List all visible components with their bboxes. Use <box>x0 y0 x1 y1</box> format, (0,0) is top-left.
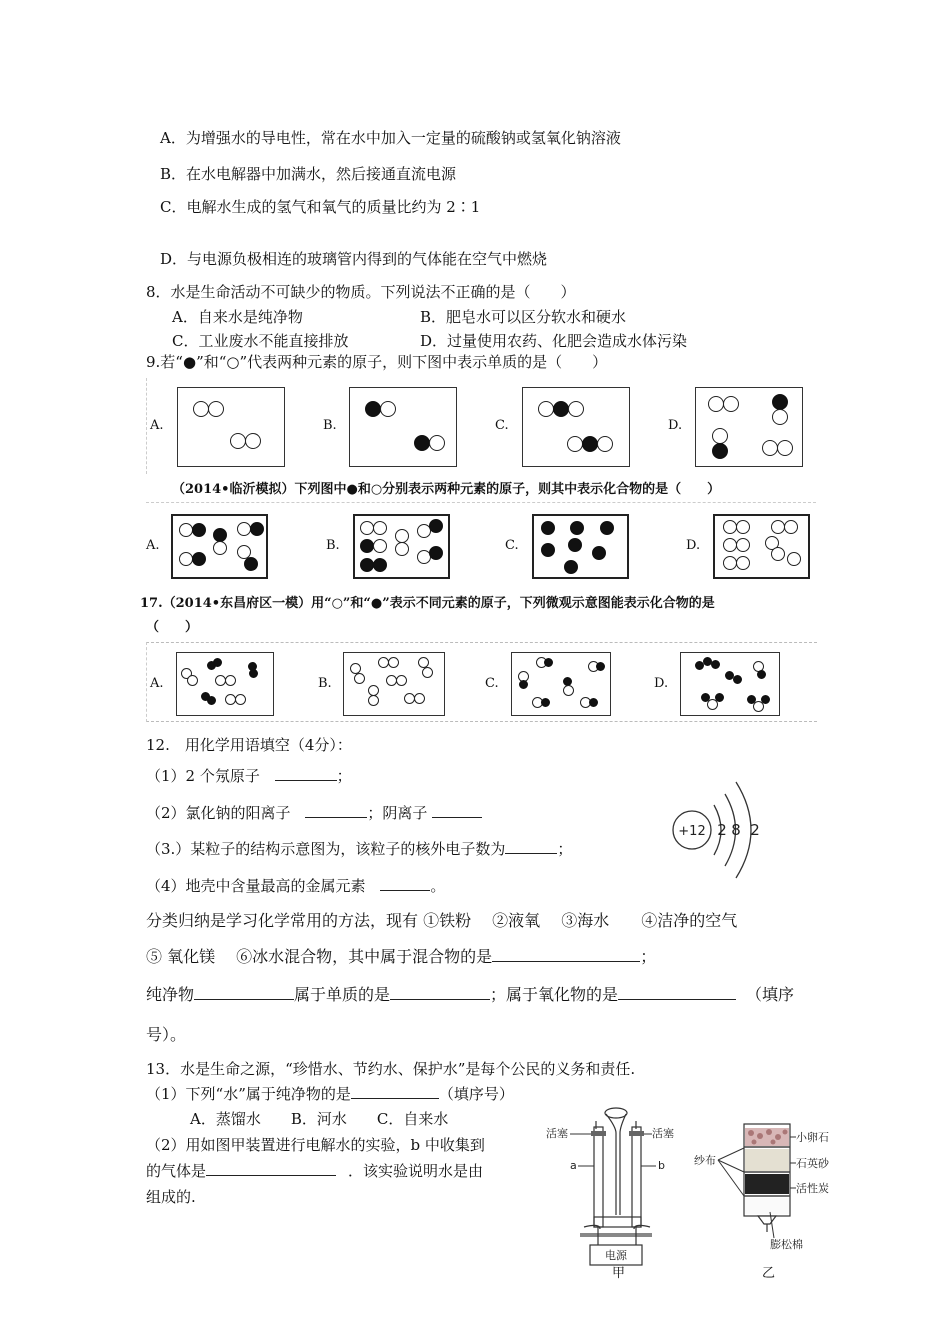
q7-option-b: B．在水电解器中加满水，然后接通直流电源 <box>160 165 457 183</box>
activated-carbon-label: 活性炭 <box>796 1182 829 1195</box>
q7-option-d: D．与电源负极相连的玻璃管内得到的气体能在空气中燃烧 <box>160 250 548 268</box>
white-atom <box>395 542 409 556</box>
shell-3-electrons: 2 <box>750 821 760 839</box>
q9-box-d <box>695 387 803 467</box>
q9-box-a <box>177 387 285 467</box>
white-atom <box>567 436 583 452</box>
black-atom <box>600 521 614 535</box>
classify-oxide-label: ；属于氧化物的是 <box>490 985 619 1004</box>
q9-label-b: B. <box>323 418 337 433</box>
classify-line-4: 号）。 <box>146 1025 187 1044</box>
stopcock-right-label: 活塞 <box>652 1127 674 1140</box>
white-atom <box>354 673 365 684</box>
pure-water-blank[interactable] <box>351 1098 439 1099</box>
q13-part-2a: （2）用如图甲装置进行电解水的实验，b 中收集到 <box>146 1136 485 1154</box>
white-atom <box>784 520 798 534</box>
white-atom <box>388 657 399 668</box>
q10-box-a <box>171 514 268 579</box>
stopcock-left-label: 活塞 <box>546 1127 568 1140</box>
q8-option-a: A．自来水是纯净物 <box>172 308 303 326</box>
q10-stem: （2014•临沂模拟）下列图中●和○分别表示两种元素的原子，则其中表示化合物的是（ ） <box>172 482 721 497</box>
shell-1-electrons: 2 <box>717 821 727 839</box>
black-atom <box>568 538 582 552</box>
shell-2-electrons: 8 <box>731 821 741 839</box>
white-atom <box>193 401 209 417</box>
q13-part-1-text: （1）下列“水”属于纯净物的是 <box>146 1085 351 1103</box>
q12-line-1-text: （1）2 个氖原子 <box>146 767 260 785</box>
black-atom <box>373 558 387 572</box>
pure-substance-blank[interactable] <box>194 999 294 1000</box>
white-atom <box>723 520 737 534</box>
black-atom <box>544 658 553 667</box>
anion-blank[interactable] <box>432 817 482 818</box>
q8-stem: 8．水是生命活动不可缺少的物质。下列说法不正确的是（ ） <box>146 283 576 301</box>
q12-line-2-text: （2）氯化钠的阳离子 <box>146 804 291 822</box>
q11-label-d: D. <box>654 676 669 691</box>
black-atom <box>429 546 443 560</box>
black-atom <box>360 539 374 553</box>
black-atom <box>592 546 606 560</box>
classify-element-label: 属于单质的是 <box>294 985 391 1004</box>
white-atom <box>179 552 193 566</box>
q12-line-3-end: ； <box>557 840 573 858</box>
white-atom <box>723 556 737 570</box>
white-atom <box>723 538 737 552</box>
white-atom <box>736 556 750 570</box>
white-atom <box>225 675 236 686</box>
black-atom <box>365 401 381 417</box>
q9-box-c <box>522 387 630 467</box>
white-atom <box>396 675 407 686</box>
pebble-label: 小卵石 <box>796 1131 829 1144</box>
q13-part-2d: 组成的. <box>146 1188 196 1206</box>
white-atom <box>395 529 409 543</box>
q12-line-4 <box>146 875 445 896</box>
white-atom <box>422 667 433 678</box>
q11-label-c: C. <box>485 676 499 691</box>
classify-line-2-text: ⑤ 氧化镁 ⑥冰水混合物，其中属于混合物的是 <box>146 947 493 966</box>
black-atom <box>570 521 584 535</box>
black-atom <box>541 521 555 535</box>
q9-label-a: A. <box>150 418 164 433</box>
white-atom <box>373 521 387 535</box>
white-atom <box>563 685 574 696</box>
element-blank[interactable] <box>390 999 490 1000</box>
gas-blank[interactable] <box>206 1175 336 1176</box>
black-atom <box>757 670 766 679</box>
black-atom <box>712 443 728 459</box>
nucleus-charge: +12 <box>678 824 706 839</box>
black-atom <box>249 669 258 678</box>
white-atom <box>723 396 739 412</box>
q8-option-b: B．肥皂水可以区分软水和硬水 <box>420 308 627 326</box>
q12-line-1 <box>146 765 352 786</box>
white-atom <box>245 433 261 449</box>
white-atom <box>538 401 554 417</box>
q12-line-2-mid: ；阴离子 <box>367 804 428 822</box>
atom-structure-diagram <box>670 770 780 885</box>
cation-blank[interactable] <box>305 817 367 818</box>
white-atom <box>237 522 251 536</box>
white-atom <box>772 409 788 425</box>
white-atom <box>230 433 246 449</box>
white-atom <box>429 435 445 451</box>
q13-part-2-gas-label: 的气体是 <box>146 1162 207 1180</box>
q10-box-c <box>532 514 629 579</box>
black-atom <box>589 698 598 707</box>
electron-count-blank[interactable] <box>505 853 557 854</box>
electrolysis-apparatus-figure <box>540 1105 690 1275</box>
q10-box-d <box>713 514 810 579</box>
tube-a-label: a <box>570 1159 577 1172</box>
q13-stem: 13．水是生命之源，“珍惜水、节约水、保护水”是每个公民的义务和责任. <box>146 1060 636 1078</box>
white-atom <box>213 541 227 555</box>
black-atom <box>541 698 550 707</box>
classify-line-1: 分类归纳是学习化学常用的方法，现有 ①铁粉 ②液氧 ③海水 ④洁净的空气 <box>146 911 738 930</box>
q7-option-a: A．为增强水的导电性，常在水中加入一定量的硫酸钠或氢氧化钠溶液 <box>160 129 621 147</box>
black-atom <box>596 662 605 671</box>
classify-line-2 <box>146 944 656 967</box>
black-atom <box>541 543 555 557</box>
q9-box-b <box>349 387 457 467</box>
q12-stem: 12. 用化学用语填空（4分）： <box>146 736 352 754</box>
q12-line-3-text: （3.）某粒子的结构示意图为，该粒子的核外电子数为 <box>146 840 506 858</box>
white-atom <box>762 440 778 456</box>
classify-pure-label: 纯净物 <box>146 985 195 1004</box>
q11-box-a <box>176 652 274 716</box>
black-atom <box>250 522 264 536</box>
black-atom <box>192 552 206 566</box>
q12-line-4-end: 。 <box>430 877 446 895</box>
q8-option-c: C．工业废水不能直接排放 <box>172 332 349 350</box>
water-filter-figure <box>690 1112 840 1252</box>
q11-label-b: B. <box>318 676 332 691</box>
white-atom <box>787 552 801 566</box>
mixture-blank[interactable] <box>492 961 640 962</box>
q13-part-1-options: A．蒸馏水 B．河水 C．自来水 <box>190 1110 449 1128</box>
white-atom <box>708 396 724 412</box>
white-atom <box>771 547 785 561</box>
power-supply-label: 电源 <box>605 1249 627 1262</box>
classify-line-3 <box>146 982 794 1005</box>
white-atom <box>712 428 728 444</box>
q12-line-2 <box>146 802 482 823</box>
white-atom <box>187 675 198 686</box>
q11-label-a: A. <box>150 676 164 691</box>
white-atom <box>414 693 425 704</box>
white-atom <box>568 401 584 417</box>
q7-option-c: C．电解水生成的氢气和氧气的质量比约为 2∶1 <box>160 198 481 216</box>
white-atom <box>373 539 387 553</box>
q12-line-3 <box>146 838 572 859</box>
white-atom <box>235 694 246 705</box>
black-atom <box>360 558 374 572</box>
q11-stem: 17.（2014•东昌府区一模）用“○”和“●”表示不同元素的原子，下列微观示意图能表示化合物的是 <box>140 596 715 611</box>
q13-part-2-conclusion: ．该实验说明水是由 <box>348 1162 484 1180</box>
q10-box-b <box>353 514 450 579</box>
neon-atom-blank[interactable] <box>275 780 337 781</box>
classify-fill-label: （填序 <box>746 985 795 1004</box>
black-atom <box>213 658 222 667</box>
white-atom <box>736 520 750 534</box>
white-atom <box>777 440 793 456</box>
q10-label-c: C. <box>505 538 519 553</box>
oxide-blank[interactable] <box>618 999 736 1000</box>
black-atom <box>582 436 598 452</box>
q8-option-d: D．过量使用农药、化肥会造成水体污染 <box>420 332 688 350</box>
white-atom <box>360 521 374 535</box>
tube-b-label: b <box>658 1159 665 1172</box>
q9-label-c: C. <box>495 418 509 433</box>
q12-line-1-end: ； <box>336 767 352 785</box>
white-atom <box>208 401 224 417</box>
white-atom <box>179 523 193 537</box>
q9-label-d: D. <box>668 418 683 433</box>
black-atom <box>772 394 788 410</box>
black-atom <box>711 660 720 669</box>
gauze-label: 纱布 <box>694 1154 716 1167</box>
figure-yi-caption: 乙 <box>762 1266 776 1281</box>
cotton-label: 膨松棉 <box>770 1238 803 1251</box>
black-atom <box>207 696 216 705</box>
q10-label-a: A. <box>146 538 160 553</box>
black-atom <box>519 680 528 689</box>
black-atom <box>564 560 578 574</box>
metal-element-blank[interactable] <box>380 890 430 891</box>
black-atom <box>733 675 742 684</box>
white-atom <box>597 436 613 452</box>
q9-stem: 9.若“●”和“○”代表两种元素的原子，则下图中表示单质的是（ ） <box>146 353 608 371</box>
q11-box-c <box>511 652 611 716</box>
quartz-sand-label: 石英砂 <box>796 1157 829 1170</box>
classify-line-2-end: ； <box>640 947 657 966</box>
white-atom <box>368 695 379 706</box>
white-atom <box>753 701 764 712</box>
q12-line-4-text: （4）地壳中含量最高的金属元素 <box>146 877 366 895</box>
q13-part-2b <box>146 1160 483 1181</box>
black-atom <box>553 401 569 417</box>
white-atom <box>736 538 750 552</box>
q10-label-d: D. <box>686 538 701 553</box>
black-atom <box>192 523 206 537</box>
q11-box-d <box>680 652 780 716</box>
black-atom <box>429 519 443 533</box>
black-atom <box>414 435 430 451</box>
white-atom <box>771 520 785 534</box>
figure-jia-caption: 甲 <box>612 1266 626 1281</box>
black-atom <box>244 557 258 571</box>
q13-part-1-end: （填序号） <box>438 1085 514 1103</box>
q11-box-b <box>343 652 445 716</box>
black-atom <box>213 528 227 542</box>
q13-part-1 <box>146 1083 514 1104</box>
white-atom <box>707 699 718 710</box>
q10-label-b: B. <box>326 538 340 553</box>
white-atom <box>380 401 396 417</box>
q11-stem-paren: （ ） <box>146 620 199 635</box>
